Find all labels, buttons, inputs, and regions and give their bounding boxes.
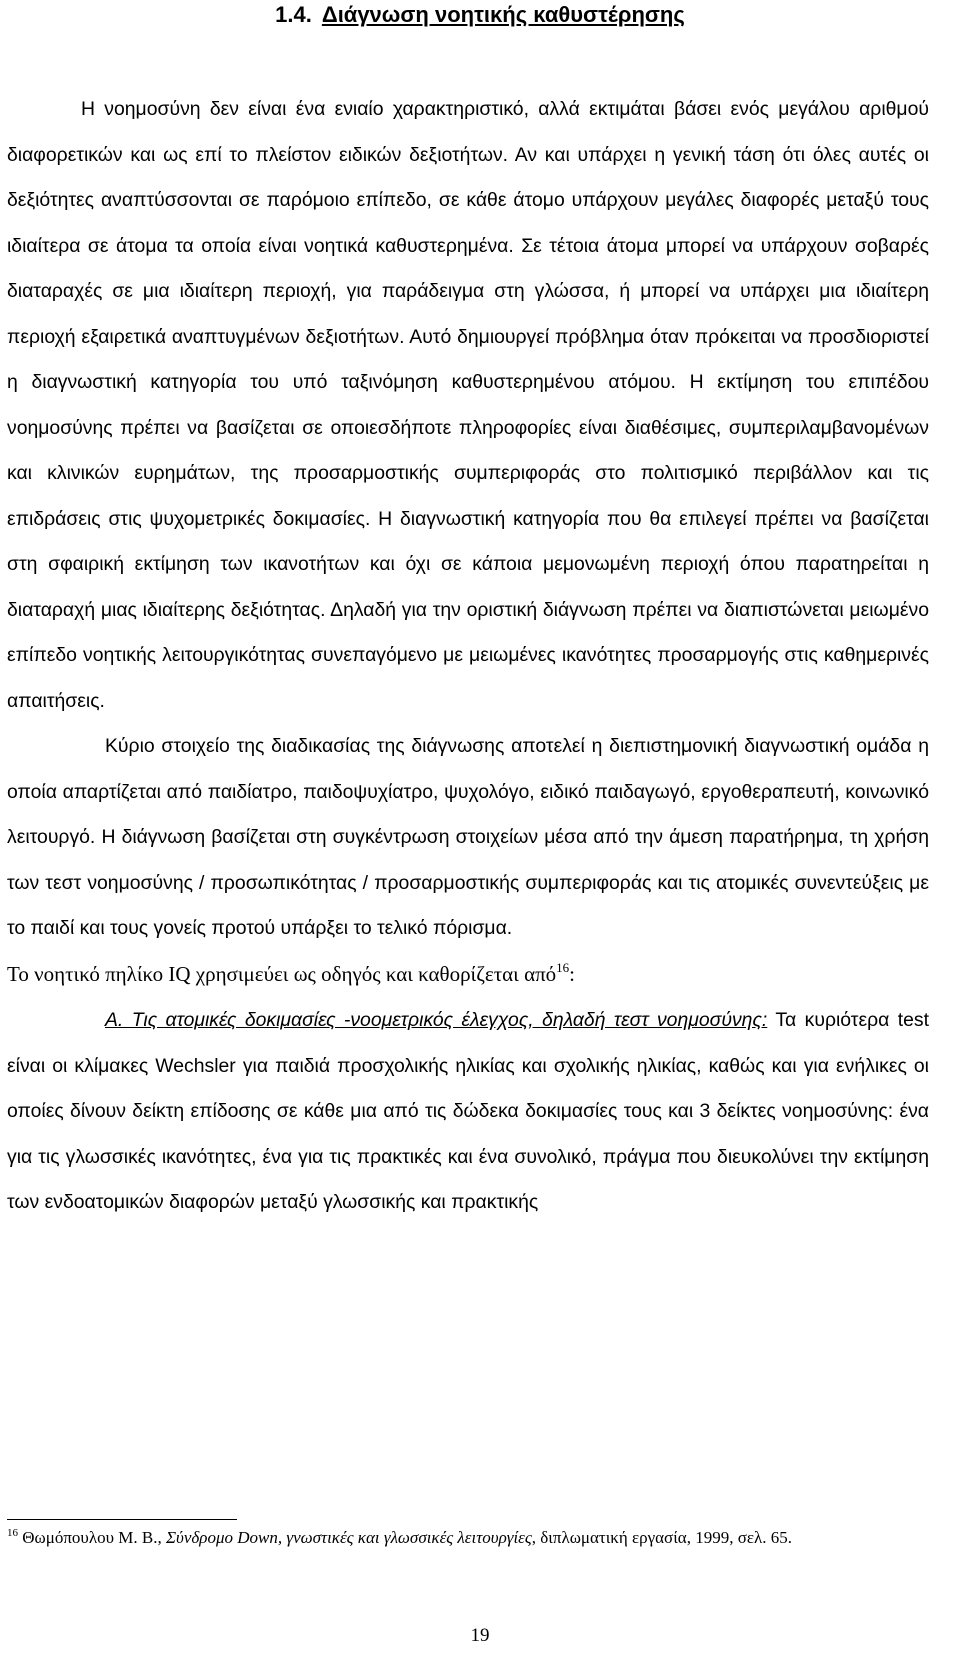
subsection-text: Τα κυριότερα test είναι οι κλίμακες Wechsler για παιδιά προσχολικής ηλικίας και σχολικής ηλικίας, καθώς και για ενήλικες οι οποίες δίνουν δείκτη επίδοσης σε κάθε μια από τις δώδεκα δοκιμασίες τους και 3 δείκτες νοημοσύνης: ένα για τις γλωσσικές ικανότητες, ένα για τις πρακτικές και ένα συνολικό, πράγμα που διευκολύνει την εκτίμηση των ενδοατομικών διαφορών μεταξύ γλωσσικής και πρακτικής [7,1009,929,1213]
footnote-title: Σύνδρομο Down, γνωστικές και γλωσσικές λειτουργίες [165,1528,532,1547]
footnote-divider [7,1519,237,1520]
section-title: Διάγνωση νοητικής καθυστέρησης [321,2,685,27]
iq-text: Το νοητικό πηλίκο IQ χρησιμεύει ως οδηγός και καθορίζεται από [7,961,557,986]
paragraph-intelligence: Η νοημοσύνη δεν είναι ένα ενιαίο χαρακτηριστικό, αλλά εκτιμάται βάσει ενός μεγάλου αριθμού διαφορετικών και ως επί το πλείστον ειδικών δεξιοτήτων. Αν και υπάρχει η γενική τάση ότι όλες αυτές οι δεξιότητες αναπτύσσονται σε παρόμοιο επίπεδο, σε κάθε άτομο υπάρχουν μεγάλες διαφορές μεταξύ τους ιδιαίτερα σε άτομα τα οποία είναι νοητικά καθυστερημένα. Σε τέτοια άτομα μπορεί να υπάρχουν σοβαρές διαταραχές σε μια ιδιαίτερη περιοχή, για παράδειγμα στη γλώσσα, ή μπορεί να υπάρχει μια ιδιαίτερη περιοχή εξαιρετικά αναπτυγμένων δεξιοτήτων. Αυτό δημιουργεί πρόβλημα όταν πρόκειται να προσδιοριστεί η διαγνωστική κατηγορία του υπό ταξινόμηση καθυστερημένου ατόμου. Η εκτίμηση του επιπέδου νοημοσύνης πρέπει να βασίζεται σε οποιεσδήποτε πληροφορίες είναι διαθέσιμες, συμπεριλαμβανομένων και κλινικών ευρημάτων, της προσαρμοστικής συμπεριφοράς στο πολιτισμικό περιβάλλον και τις επιδράσεις στις ψυχομετρικές δοκιμασίες. Η διαγνωστική κατηγορία που θα επιλεγεί πρέπει να βασίζεται στη σφαιρική εκτίμηση των ικανοτήτων και όχι σε κάποια μεμονωμένη περιοχή όπου παρατηρείται η διαταραχή μιας ιδιαίτερης δεξιότητας. Δηλαδή για την οριστική διάγνωση πρέπει να διαπιστώνεται μειωμένο επίπεδο νοητικής λειτουργικότητας συνεπαγόμενο με μειωμένες ικανότητες προσαρμογής στις καθημερινές απαιτήσεις. [7,98,929,712]
iq-text-end: : [569,961,576,986]
footnote-rest: , διπλωματική εργασία, 1999, σελ. 65. [531,1528,792,1547]
subsection-lead: Α. Τις ατομικές δοκιμασίες -νοομετρικός έλεγχος, δηλαδή τεστ νοημοσύνης: [105,1009,768,1031]
paragraph-diagnostic-team: Κύριο στοιχείο της διαδικασίας της διάγνωσης αποτελεί η διεπιστημονική διαγνωστική ομάδα η οποία απαρτίζεται από παιδίατρο, παιδοψυχίατρο, ψυχολόγο, ειδικό παιδαγωγό, εργοθεραπευτή, κοινωνικό λειτουργό. Η διάγνωση βασίζεται στη συγκέντρωση στοιχείων μέσα από την άμεση παρατήρημα, τη χρήση των τεστ νοημοσύνης / προσωπικότητας / προσαρμοστικής συμπεριφοράς και τις ατομικές συνεντεύξεις με το παιδί και τους γονείς προτού υπάρξει το τελικό πόρισμα. [7,735,929,939]
body-text [7,87,929,1226]
footnote-marker: 16 [7,1527,18,1539]
paragraph-iq [7,952,929,999]
footnote-reference: 16 [556,959,570,975]
page-number: 19 [470,1625,490,1646]
footnote [7,1525,929,1550]
section-heading [0,0,960,30]
paragraph-individual-tests [7,998,929,1226]
footnote-author: Θωμόπουλου Μ. Β., [18,1528,166,1547]
section-number: 1.4. [275,2,312,27]
